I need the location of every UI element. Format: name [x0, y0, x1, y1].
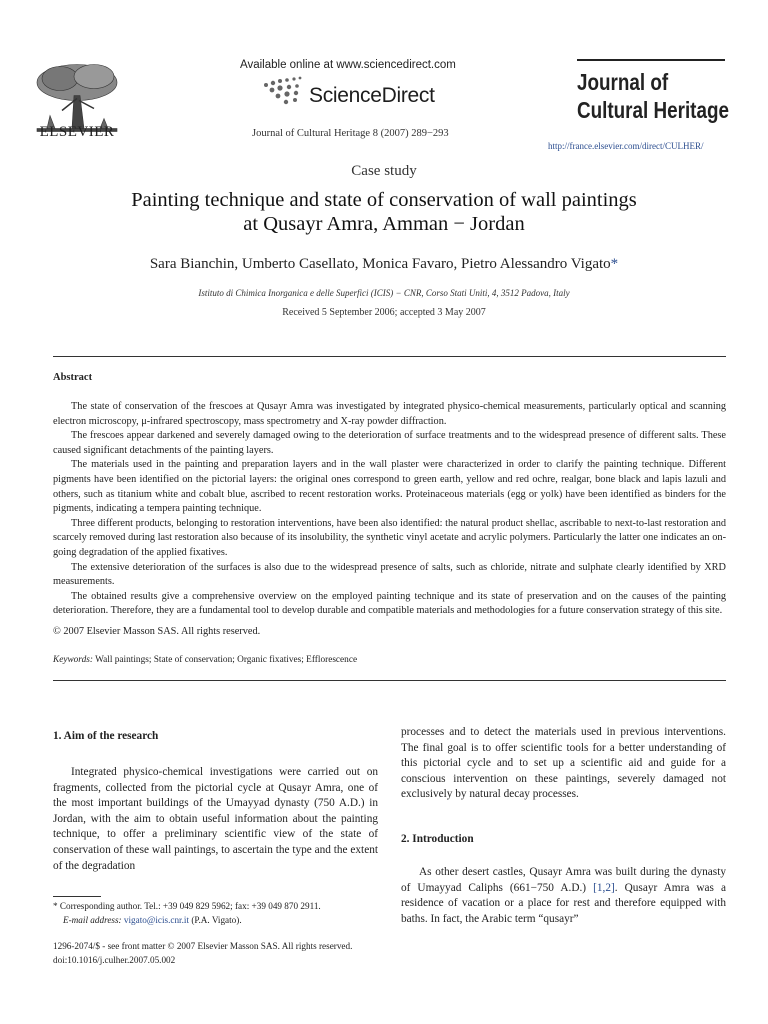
journal-title-line2: Cultural Heritage — [577, 97, 729, 123]
abstract-paragraph: Three different products, belonging to restoration interventions, have been also identified: the natural product shellac, ascribable to next-to-last restoration and scarcely removed during last restoration also because of its insolubility, the synthetic vinyl acetate and acrylic polymers. Particularly the latter one indicates an on-going degradation of the applied fixatives. — [53, 517, 726, 558]
body-text: . Qusayr Amra was a residence of vacation or a place for rest and therefore equipped with baths. In fact, the Arabic term “qusayr” — [401, 881, 726, 925]
section-1-text — [53, 765, 378, 874]
journal-title — [577, 68, 729, 124]
section-2-heading: 2. Introduction — [401, 833, 474, 845]
sciencedirect-dots-icon — [262, 76, 306, 106]
author-list — [0, 256, 768, 273]
section-1-heading: 1. Aim of the research — [53, 730, 159, 742]
citation-link[interactable]: [1,2] — [593, 881, 615, 894]
section-1-continuation — [401, 725, 726, 803]
keywords-label: Keywords: — [53, 655, 93, 665]
sciencedirect-logo-text[interactable]: ScienceDirect — [309, 84, 435, 107]
section-2-text — [401, 865, 726, 927]
article-title-line2: at Qusayr Amra, Amman − Jordan — [243, 213, 525, 235]
journal-title-line1: Journal of — [577, 69, 669, 95]
abstract-paragraph: The obtained results give a comprehensive overview on the employed painting technique and its state of preservation and on the causes of the painting deterioration. Therefore, they are a fundamental tool to develop durable and compatible materials and methodologies for a future conservation strategy of this site. — [53, 590, 726, 617]
corresponding-author-note: * Corresponding author. Tel.: +39 049 829 5962; fax: +39 049 870 2911. — [53, 901, 321, 911]
footnote — [53, 900, 321, 927]
body-text: As other desert castles, Qusayr Amra was built during the dynasty of Umayyad Caliphs (661−750 A.D.) — [401, 866, 726, 894]
article-title — [0, 188, 768, 236]
body-paragraph — [401, 865, 726, 927]
abstract-heading: Abstract — [53, 372, 93, 383]
authors-text: Sara Bianchin, Umberto Casellato, Monica Favaro, Pietro Alessandro Vigato — [149, 256, 611, 272]
footnote-rule — [53, 896, 101, 897]
publisher-name: ELSEVIER — [39, 124, 115, 140]
journal-url-link[interactable]: http://france.elsevier.com/direct/CULHER/ — [548, 141, 704, 151]
abstract-paragraph: The frescoes appear darkened and severely damaged owing to the deterioration of surface treatments and to the widespread presence of different salts. These caused significant detachments of the painting layers. — [53, 430, 726, 456]
journal-title-rule — [577, 59, 725, 61]
article-type: Case study — [351, 163, 417, 179]
issn-line: 1296-2074/$ - see front matter © 2007 Elsevier Masson SAS. All rights reserved. — [53, 941, 353, 951]
abstract-top-rule — [53, 356, 726, 357]
issn-doi — [53, 940, 352, 967]
article-title-line1: Painting technique and state of conservation of wall paintings — [131, 189, 637, 211]
email-link[interactable]: vigato@icis.cnr.it — [123, 914, 190, 925]
abstract-bottom-rule — [53, 680, 726, 681]
abstract-paragraph: The state of conservation of the frescoes at Qusayr Amra was investigated by integrated physico-chemical measurements, particularly optical and scanning electron microscopy, μ-infrared spectroscopy, mass spectrometry and X-ray powder diffraction. — [53, 401, 726, 427]
body-paragraph: Integrated physico-chemical investigations were carried out on fragments, collected from the pictorial cycle at Qusayr Amra, one of the most important buildings of the Umayyad dynasty (750 A.D.) in Jordan, with the aim to obtain useful information about the painting technique, to offer a preliminary scientific view of the state of conservation of these wall paintings, to ascertain the type and the extent of the degradation — [53, 766, 378, 872]
keywords-list: Wall paintings; State of conservation; Organic fixatives; Efflorescence — [95, 655, 358, 665]
keywords — [53, 655, 357, 665]
available-online-text[interactable]: Available online at www.sciencedirect.com — [240, 59, 456, 71]
email-owner: (P.A. Vigato). — [189, 914, 242, 925]
received-dates: Received 5 September 2006; accepted 3 May 2007 — [282, 307, 486, 318]
doi-line[interactable]: doi:10.1016/j.culher.2007.05.002 — [53, 954, 176, 965]
abstract-paragraph: The extensive deterioration of the surfaces is also due to the widespread presence of salts, such as chloride, nitrate and sulphate clearly identified by XRD measurements. — [53, 561, 726, 588]
email-label: E-mail address: — [63, 914, 122, 925]
abstract-copyright: © 2007 Elsevier Masson SAS. All rights reserved. — [53, 626, 261, 637]
journal-reference: Journal of Cultural Heritage 8 (2007) 289−293 — [252, 128, 449, 139]
abstract-body — [53, 400, 726, 619]
corresponding-author-mark[interactable]: * — [610, 256, 619, 272]
affiliation: Istituto di Chimica Inorganica e delle Superfici (ICIS) − CNR, Corso Stati Uniti, 4, 3512 Padova, Italy — [198, 288, 570, 298]
abstract-paragraph: The materials used in the painting and preparation layers and in the wall plaster were characterized in order to clarify the painting technique. Different pigments have been identified on the pictorial layers: the original ones correspond to green earth, yellow and red ochre, realgar, bone black and lapis lazuli and others, such as titanium white and cobalt blue, ascribed to recent restoration works. Proteinaceous materials (egg or yolk) have been identified as binders for the pigments, indicating a tempera painting technique. — [53, 459, 726, 515]
body-paragraph: processes and to detect the materials used in previous interventions. The final goal is to offer scientific tools for a better understanding of this pictorial cycle and to set up a scientific aid and guide for a conscious intervention on these paintings, severely damaged not exclusively by natural decay processes. — [401, 726, 726, 801]
